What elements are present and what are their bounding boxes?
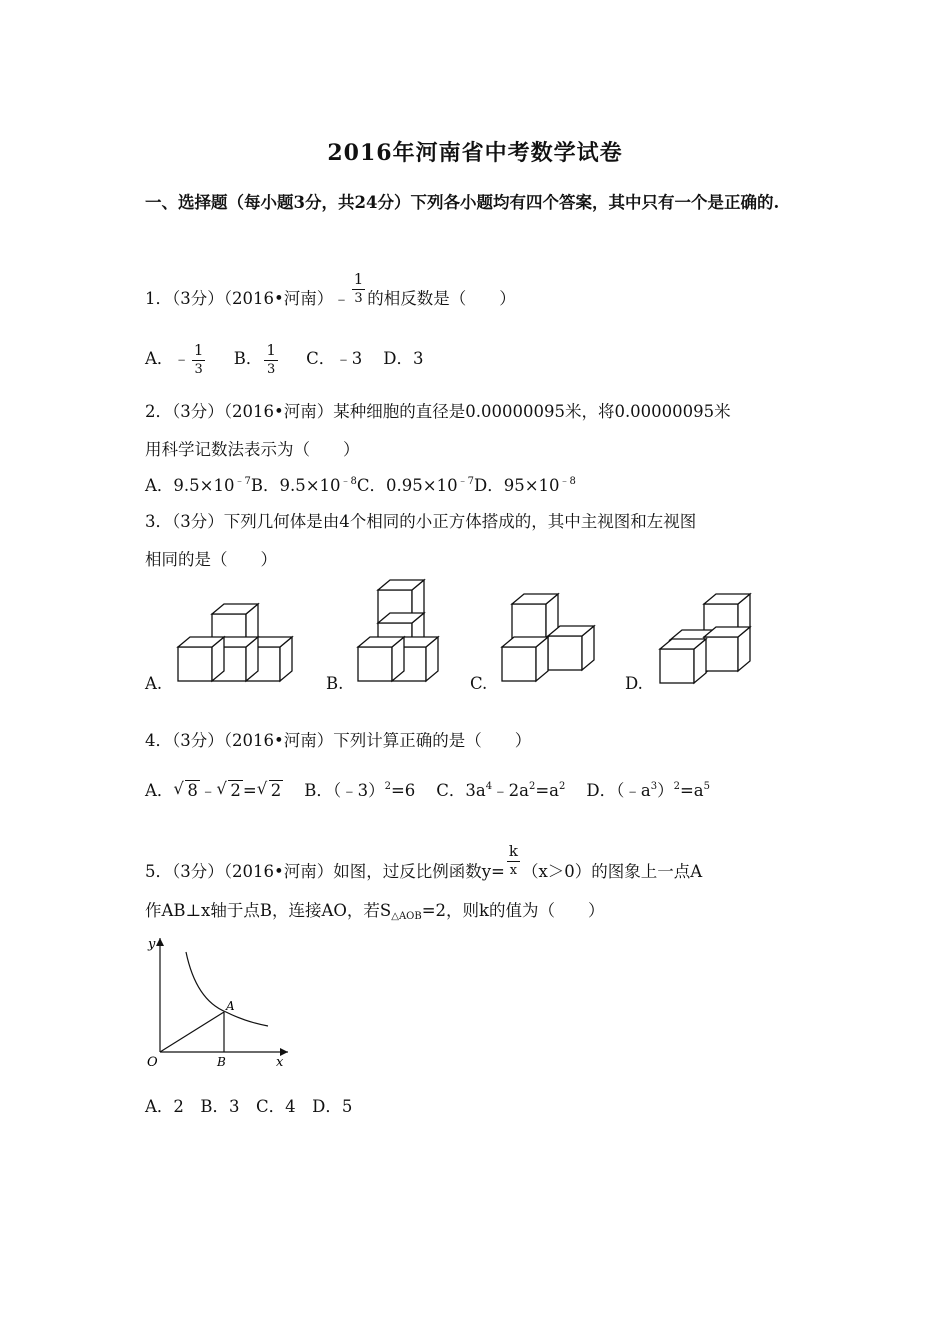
q3-label-b: B. [326,674,344,693]
figure-d [660,594,750,683]
q1-option-a: A．﹣ $\frac{1}{3}$ [145,341,204,377]
q3-label-d: D. [625,674,643,693]
svg-text:y: y [148,937,156,952]
figure-b [358,580,438,681]
q2-line2: 用科学记数法表示为（ ） [145,440,360,459]
q3-label-a: A. [145,674,163,693]
figure-a [178,604,292,681]
figure-c [502,594,594,681]
svg-text:O: O [147,1055,158,1070]
svg-text:x: x [276,1055,284,1070]
q5-line2: 作AB⊥x轴于点B，连接AO，若$S_{\triangle AOB}=2$，则k的值为（ ） [145,901,605,922]
svg-text:A: A [226,999,235,1013]
section-heading: 一、选择题（每小题3分，共24分）下列各小题均有四个答案，其中只有一个是正确的. [145,193,780,212]
q2-line1: 2．（3分）（2016•河南）某种细胞的直径是0.00000095米，将0.00000095米 [145,402,731,421]
q5-line1: 5．（3分）（2016•河南）如图，过反比例函数y= $\frac{k}{x}$ （x＞0）的图象上一点A [145,842,703,881]
q1-stem: 1．（3分）（2016•河南）﹣ [145,289,350,308]
q3-line2: 相同的是（ ） [145,550,277,569]
q1-option-c: C．﹣3 [306,349,363,368]
q2-options: A．$9.5\times 10^{﹣7}B$．$9.5\times 10^{﹣8}C$．$0.95\times 10^{﹣7}D$．$95\times 10^{﹣8}$ [145,476,576,495]
q1-option-d: D．3 [383,349,424,368]
q1-stem-end: 的相反数是（ ） [367,289,516,308]
q5-options: A．2 B．3 C．4 D．5 [145,1097,353,1116]
q4-options: A． √ 8 ﹣ √ 2 = √ 2 B．（﹣3）$^2$=6 C．$3a^4﹣2a^2=a^2$ D．$(﹣a^3)^2=a^5$ [145,779,711,800]
svg-text:B: B [217,1055,226,1069]
q4-stem: 4．（3分）（2016•河南）下列计算正确的是（ ） [145,731,532,750]
q3-label-c: C. [470,674,488,693]
q5-graph [140,930,300,1075]
q1-fraction: $\frac{1}{3}$ [353,270,364,306]
q3-line1: 3．（3分）下列几何体是由4个相同的小正方体搭成的，其中主视图和左视图 [145,512,697,531]
q1-option-b: B． $\frac{1}{3}$ [233,341,276,377]
page-title: 2016年河南省中考数学试卷 [327,140,623,166]
